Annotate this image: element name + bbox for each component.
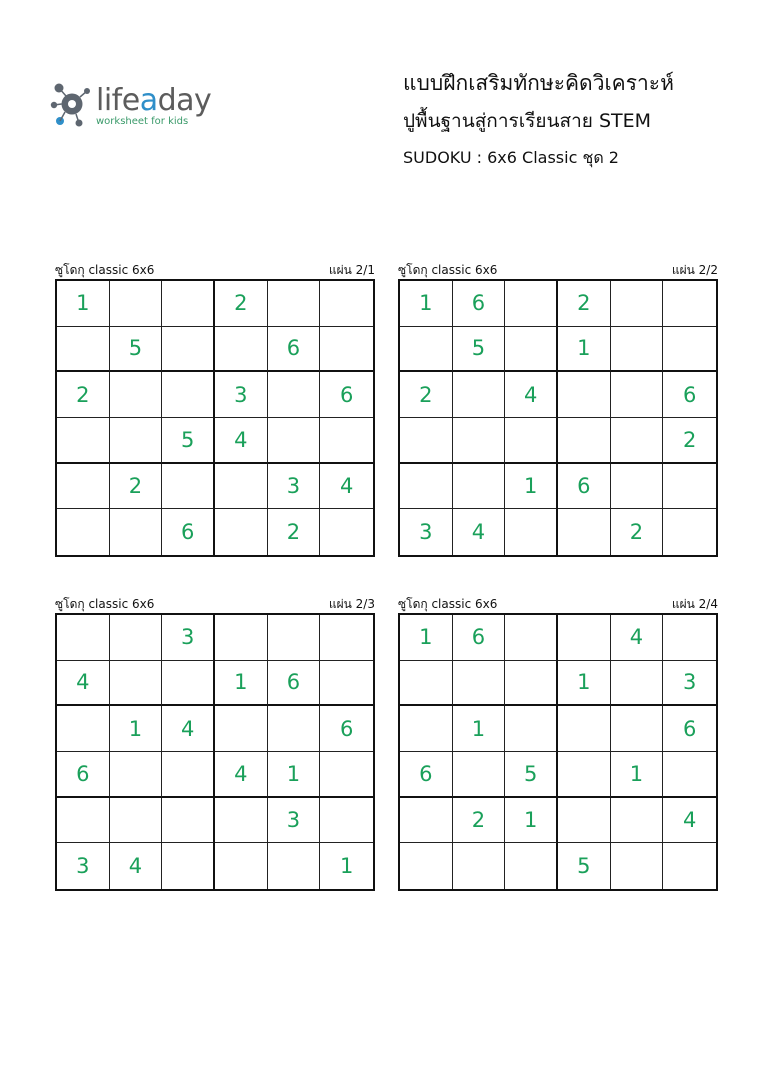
sudoku-cell: 6: [320, 706, 373, 752]
sudoku-cell: [162, 464, 215, 510]
sudoku-cell: [611, 418, 664, 464]
sudoku-cell: 6: [453, 281, 506, 327]
sudoku-cell: [110, 798, 163, 844]
sudoku-grid: [398, 613, 718, 891]
sudoku-cell: [162, 843, 215, 889]
sudoku-cell: [400, 706, 453, 752]
sudoku-cell: [162, 798, 215, 844]
sudoku-cell: [400, 843, 453, 889]
sudoku-cell: 3: [400, 509, 453, 555]
sudoku-cell: 4: [320, 464, 373, 510]
sudoku-cell: [320, 752, 373, 798]
sudoku-cell: 3: [162, 615, 215, 661]
logo-wordmark-part: life: [96, 83, 140, 118]
sudoku-cell: [320, 418, 373, 464]
sudoku-cell: [663, 281, 716, 327]
worksheet-header: [403, 68, 743, 172]
sudoku-cell: [453, 843, 506, 889]
sudoku-cell: [453, 372, 506, 418]
sudoku-cell: [162, 372, 215, 418]
sudoku-cell: 5: [505, 752, 558, 798]
sudoku-cell: [57, 464, 110, 510]
sudoku-cell: [215, 706, 268, 752]
sudoku-cell: 5: [453, 327, 506, 373]
sudoku-cell: [320, 615, 373, 661]
puzzle-title: ซูโดกุ classic 6x6: [398, 597, 498, 611]
sudoku-cell: [558, 752, 611, 798]
sudoku-cell: 2: [110, 464, 163, 510]
sudoku-cell: 2: [400, 372, 453, 418]
sudoku-cell: 3: [268, 464, 321, 510]
sudoku-cell: 6: [663, 372, 716, 418]
sudoku-cell: [400, 327, 453, 373]
sudoku-cell: [215, 615, 268, 661]
sudoku-cell: 6: [558, 464, 611, 510]
sudoku-cell: 4: [453, 509, 506, 555]
puzzle-caption: [398, 596, 718, 612]
sudoku-cell: [505, 509, 558, 555]
sudoku-grid: [55, 279, 375, 557]
logo-wordmark: [96, 84, 211, 118]
puzzle-caption: [55, 596, 375, 612]
worksheet-set-label: SUDOKU : 6x6 Classic ชุด 2: [403, 148, 619, 167]
sudoku-cell: [400, 798, 453, 844]
sudoku-cell: [110, 372, 163, 418]
sudoku-cell: [505, 706, 558, 752]
sudoku-cell: 1: [558, 327, 611, 373]
sudoku-cell: [215, 843, 268, 889]
sudoku-cell: 2: [558, 281, 611, 327]
sudoku-cell: [611, 798, 664, 844]
sudoku-cell: [611, 281, 664, 327]
sudoku-cell: 4: [215, 752, 268, 798]
sudoku-puzzle: [55, 262, 375, 557]
sudoku-cell: 2: [215, 281, 268, 327]
sudoku-cell: 6: [663, 706, 716, 752]
sudoku-cell: [611, 464, 664, 510]
sudoku-cell: [320, 661, 373, 707]
sudoku-cell: 3: [57, 843, 110, 889]
sudoku-puzzle: [398, 596, 718, 891]
sudoku-cell: 2: [611, 509, 664, 555]
sudoku-cell: [320, 281, 373, 327]
sudoku-cell: [268, 706, 321, 752]
sudoku-cell: 2: [453, 798, 506, 844]
puzzle-title: ซูโดกุ classic 6x6: [398, 263, 498, 277]
sudoku-cell: [268, 372, 321, 418]
logo-wordmark-part: day: [157, 83, 212, 118]
sudoku-cell: [558, 615, 611, 661]
sudoku-cell: [663, 843, 716, 889]
sudoku-cell: [162, 661, 215, 707]
sudoku-cell: 1: [400, 615, 453, 661]
sudoku-cell: 2: [57, 372, 110, 418]
puzzle-sheet-number: แผ่น 2/3: [328, 597, 375, 611]
sudoku-grid: [398, 279, 718, 557]
sudoku-cell: 1: [215, 661, 268, 707]
sudoku-cell: 4: [505, 372, 558, 418]
puzzle-caption: [398, 262, 718, 278]
puzzle-sheet-number: แผ่น 2/4: [671, 597, 718, 611]
sudoku-cell: [162, 327, 215, 373]
sudoku-cell: [558, 372, 611, 418]
lifeaday-logo: [50, 82, 220, 132]
sudoku-cell: [110, 509, 163, 555]
worksheet-subtitle: ปูพื้นฐานสู่การเรียนสาย STEM: [403, 110, 652, 132]
molecule-logo-icon: [50, 82, 94, 128]
sudoku-cell: [663, 509, 716, 555]
sudoku-cell: 6: [453, 615, 506, 661]
sudoku-grid: [55, 613, 375, 891]
sudoku-cell: [320, 327, 373, 373]
sudoku-cell: [57, 509, 110, 555]
sudoku-cell: [57, 615, 110, 661]
puzzle-sheet-number: แผ่น 2/2: [671, 263, 718, 277]
sudoku-cell: [215, 464, 268, 510]
sudoku-cell: [611, 372, 664, 418]
sudoku-cell: [505, 281, 558, 327]
sudoku-cell: 2: [268, 509, 321, 555]
sudoku-cell: 4: [162, 706, 215, 752]
sudoku-cell: [663, 615, 716, 661]
sudoku-cell: [320, 798, 373, 844]
sudoku-cell: [663, 464, 716, 510]
sudoku-cell: 4: [57, 661, 110, 707]
puzzle-title: ซูโดกุ classic 6x6: [55, 263, 155, 277]
sudoku-cell: 3: [268, 798, 321, 844]
sudoku-puzzle: [55, 596, 375, 891]
sudoku-cell: [611, 327, 664, 373]
sudoku-cell: [57, 798, 110, 844]
sudoku-cell: [505, 615, 558, 661]
sudoku-cell: [110, 281, 163, 327]
sudoku-cell: [558, 418, 611, 464]
puzzle-caption: [55, 262, 375, 278]
sudoku-cell: [558, 509, 611, 555]
sudoku-cell: 1: [505, 798, 558, 844]
sudoku-cell: [110, 752, 163, 798]
logo-tagline: worksheet for kids: [96, 116, 189, 127]
sudoku-puzzle: [398, 262, 718, 557]
sudoku-cell: [663, 752, 716, 798]
sudoku-cell: 5: [558, 843, 611, 889]
sudoku-cell: [611, 706, 664, 752]
sudoku-cell: 1: [558, 661, 611, 707]
sudoku-cell: [162, 281, 215, 327]
sudoku-cell: [505, 661, 558, 707]
sudoku-cell: [400, 418, 453, 464]
sudoku-cell: 1: [110, 706, 163, 752]
sudoku-cell: [611, 843, 664, 889]
logo-wordmark-accent: a: [139, 83, 158, 118]
sudoku-cell: [215, 509, 268, 555]
sudoku-cell: 1: [400, 281, 453, 327]
sudoku-cell: 6: [268, 327, 321, 373]
sudoku-cell: [110, 661, 163, 707]
puzzle-sheet-number: แผ่น 2/1: [328, 263, 375, 277]
sudoku-cell: 5: [162, 418, 215, 464]
sudoku-cell: [268, 843, 321, 889]
sudoku-cell: 1: [453, 706, 506, 752]
sudoku-cell: [215, 798, 268, 844]
sudoku-cell: [57, 327, 110, 373]
sudoku-cell: [453, 418, 506, 464]
sudoku-cell: 5: [110, 327, 163, 373]
sudoku-cell: [505, 418, 558, 464]
sudoku-cell: [268, 418, 321, 464]
sudoku-cell: [453, 464, 506, 510]
sudoku-cell: [268, 281, 321, 327]
sudoku-cell: [400, 661, 453, 707]
sudoku-cell: [558, 798, 611, 844]
sudoku-cell: [400, 464, 453, 510]
sudoku-cell: 1: [57, 281, 110, 327]
sudoku-cell: [558, 706, 611, 752]
sudoku-cell: 6: [57, 752, 110, 798]
sudoku-cell: [320, 509, 373, 555]
sudoku-cell: [57, 418, 110, 464]
sudoku-cell: 4: [611, 615, 664, 661]
sudoku-cell: [268, 615, 321, 661]
sudoku-cell: 6: [320, 372, 373, 418]
sudoku-cell: 1: [268, 752, 321, 798]
sudoku-cell: [110, 615, 163, 661]
sudoku-cell: [663, 327, 716, 373]
sudoku-cell: [505, 843, 558, 889]
sudoku-cell: [215, 327, 268, 373]
sudoku-cell: [611, 661, 664, 707]
sudoku-cell: 6: [162, 509, 215, 555]
sudoku-cell: 3: [663, 661, 716, 707]
puzzle-title: ซูโดกุ classic 6x6: [55, 597, 155, 611]
sudoku-cell: 4: [215, 418, 268, 464]
sudoku-cell: 1: [339, 854, 354, 879]
sudoku-cell: [57, 706, 110, 752]
sudoku-cell: 3: [215, 372, 268, 418]
sudoku-cell: [162, 752, 215, 798]
sudoku-cell: [505, 327, 558, 373]
sudoku-cell: [110, 418, 163, 464]
sudoku-cell: 4: [110, 843, 163, 889]
worksheet-title: แบบฝึกเสริมทักษะคิดวิเคราะห์: [403, 71, 674, 95]
sudoku-cell: 4: [663, 798, 716, 844]
sudoku-cell: 6: [400, 752, 453, 798]
sudoku-cell: 2: [663, 418, 716, 464]
sudoku-cell: [453, 752, 506, 798]
sudoku-cell: 1: [505, 464, 558, 510]
sudoku-cell: 1: [611, 752, 664, 798]
sudoku-cell: [453, 661, 506, 707]
sudoku-cell: 6: [268, 661, 321, 707]
